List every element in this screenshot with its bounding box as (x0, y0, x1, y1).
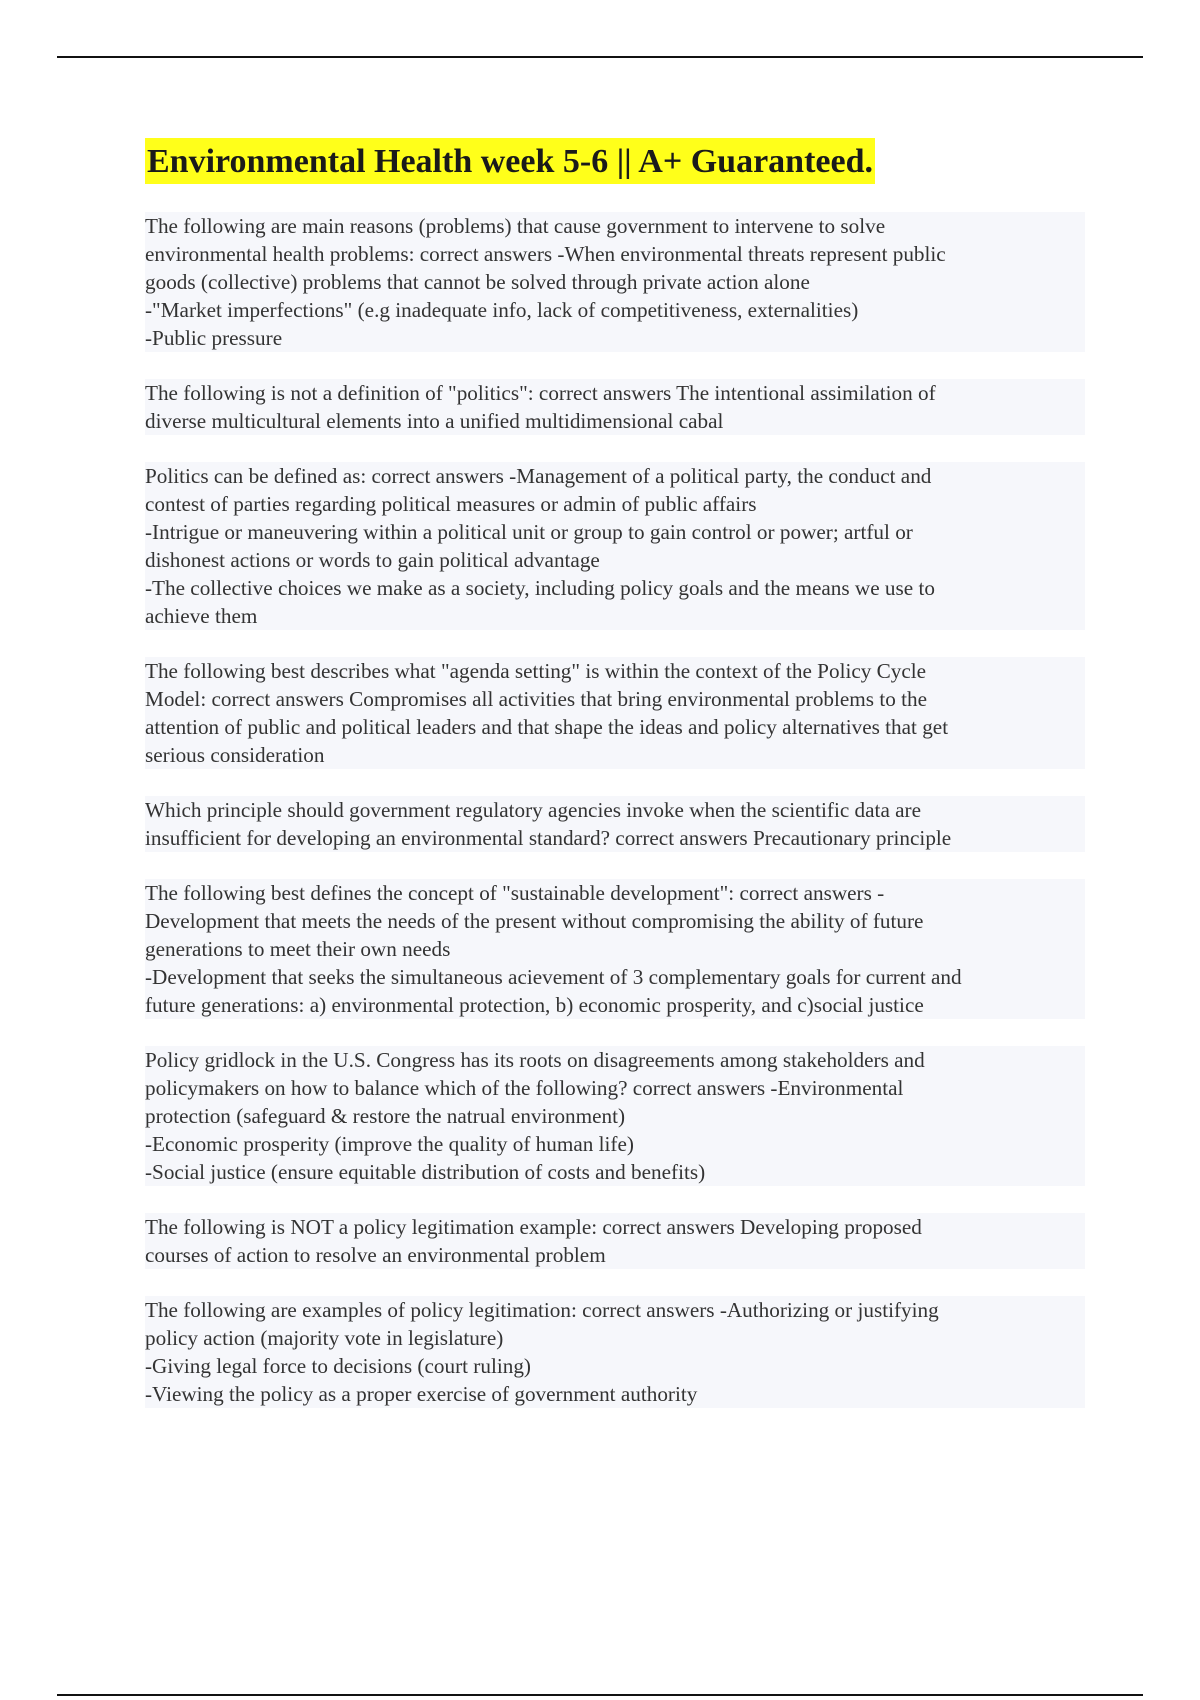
qa-paragraph (145, 796, 1085, 852)
qa-line: Which principle should government regulatory agencies invoke when the scientific data are (145, 796, 1085, 824)
qa-line: -Viewing the policy as a proper exercise of government authority (145, 1380, 1085, 1408)
qa-paragraph (145, 212, 1085, 352)
document-title: Environmental Health week 5-6 || A+ Guaranteed. (145, 138, 875, 184)
qa-line: protection (safeguard & restore the natrual environment) (145, 1102, 1085, 1130)
qa-line: insufficient for developing an environmental standard? correct answers Precautionary principle (145, 824, 1085, 852)
qa-line: diverse multicultural elements into a unified multidimensional cabal (145, 407, 1085, 435)
qa-list (145, 212, 1085, 1408)
qa-line: Development that meets the needs of the present without compromising the ability of future (145, 907, 1085, 935)
qa-line: The following best describes what "agenda setting" is within the context of the Policy Cycle (145, 657, 1085, 685)
qa-paragraph (145, 657, 1085, 769)
qa-line: Model: correct answers Compromises all activities that bring environmental problems to the (145, 685, 1085, 713)
qa-line: goods (collective) problems that cannot be solved through private action alone (145, 268, 1085, 296)
qa-line: -Giving legal force to decisions (court ruling) (145, 1352, 1085, 1380)
qa-paragraph (145, 1046, 1085, 1186)
qa-paragraph (145, 1296, 1085, 1408)
qa-line: courses of action to resolve an environmental problem (145, 1241, 1085, 1269)
qa-paragraph (145, 379, 1085, 435)
qa-line: -Intrigue or maneuvering within a political unit or group to gain control or power; artful or (145, 518, 1085, 546)
qa-paragraph (145, 462, 1085, 630)
qa-paragraph (145, 1213, 1085, 1269)
qa-line: future generations: a) environmental protection, b) economic prosperity, and c)social justice (145, 991, 1085, 1019)
qa-line: The following is not a definition of "politics": correct answers The intentional assimilation of (145, 379, 1085, 407)
qa-line: contest of parties regarding political measures or admin of public affairs (145, 490, 1085, 518)
qa-line: environmental health problems: correct answers -When environmental threats represent public (145, 240, 1085, 268)
qa-line: -The collective choices we make as a society, including policy goals and the means we use to (145, 574, 1085, 602)
document-body (145, 138, 1085, 1435)
qa-line: achieve them (145, 602, 1085, 630)
qa-line: -Development that seeks the simultaneous acievement of 3 complementary goals for current and (145, 963, 1085, 991)
qa-line: -Economic prosperity (improve the quality of human life) (145, 1130, 1085, 1158)
qa-line: -"Market imperfections" (e.g inadequate info, lack of competitiveness, externalities) (145, 296, 1085, 324)
top-rule (57, 56, 1143, 58)
qa-line: The following best defines the concept of "sustainable development": correct answers - (145, 879, 1085, 907)
qa-line: Politics can be defined as: correct answers -Management of a political party, the conduct and (145, 462, 1085, 490)
qa-line: The following is NOT a policy legitimation example: correct answers Developing proposed (145, 1213, 1085, 1241)
qa-line: -Social justice (ensure equitable distribution of costs and benefits) (145, 1158, 1085, 1186)
bottom-rule (57, 1694, 1143, 1696)
qa-line: The following are main reasons (problems) that cause government to intervene to solve (145, 212, 1085, 240)
qa-line: Policy gridlock in the U.S. Congress has its roots on disagreements among stakeholders and (145, 1046, 1085, 1074)
qa-paragraph (145, 879, 1085, 1019)
qa-line: dishonest actions or words to gain political advantage (145, 546, 1085, 574)
qa-line: serious consideration (145, 741, 1085, 769)
qa-line: policy action (majority vote in legislature) (145, 1324, 1085, 1352)
qa-line: attention of public and political leaders and that shape the ideas and policy alternatives that get (145, 713, 1085, 741)
qa-line: The following are examples of policy legitimation: correct answers -Authorizing or justifying (145, 1296, 1085, 1324)
qa-line: generations to meet their own needs (145, 935, 1085, 963)
qa-line: policymakers on how to balance which of the following? correct answers -Environmental (145, 1074, 1085, 1102)
qa-line: -Public pressure (145, 324, 1085, 352)
